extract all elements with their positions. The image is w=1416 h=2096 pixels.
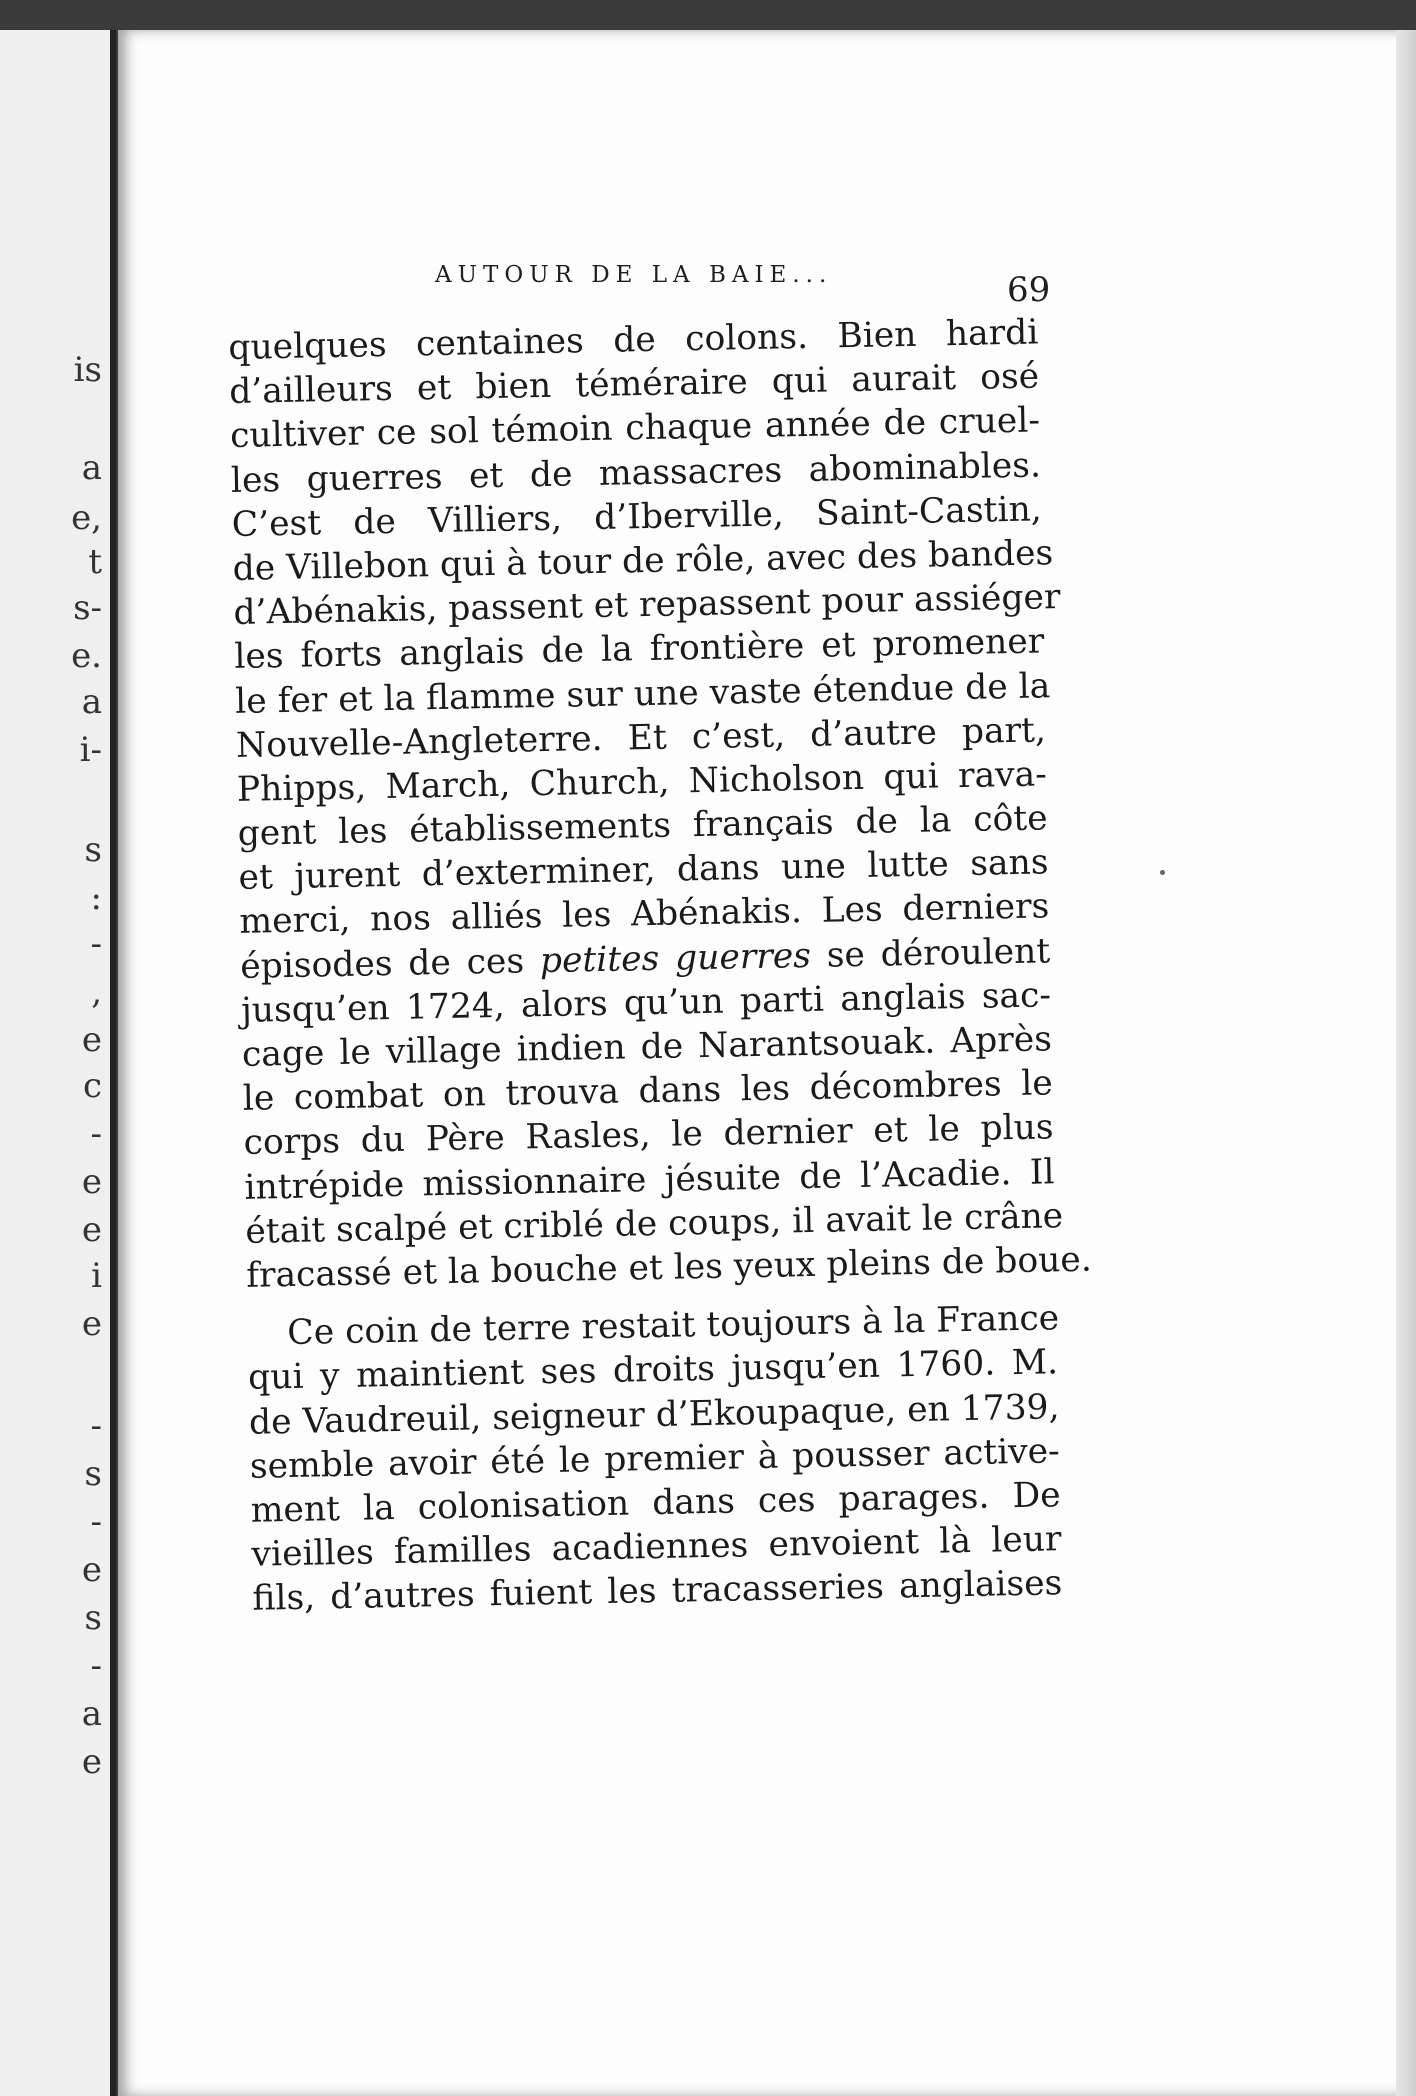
text-line: intrépide missionnaire jésuite de l’Acadie. Il [244,1151,1055,1208]
left-char: a [81,448,102,488]
running-head: AUTOUR DE LA BAIE... [435,262,833,288]
text-line: de Vaudreuil, seigneur d’Ekoupaque, en 1739, [248,1386,1060,1443]
text-line: C’est de Villiers, d’Iberville, Saint-Castin, [231,489,1043,545]
left-char: - [90,1114,102,1154]
left-char: e [81,1304,102,1344]
text-line: et jurent d’exterminer, dans une lutte sans [238,842,1049,899]
text-line: de Villebon qui à tour de rôle, avec des bandes [232,533,1054,589]
left-char: is [73,350,102,390]
left-char: s- [73,588,102,628]
left-char: e, [71,498,102,538]
left-char: i- [79,730,102,770]
left-char: t [88,542,102,582]
left-char: e [81,1742,102,1782]
text-line: qui y maintient ses droits jusqu’en 1760. M. [247,1342,1059,1399]
left-char: i [91,1256,102,1296]
text-line: d’Abénakis, passent et repassent pour assiéger [233,577,1061,634]
text-span: épisodes de ces [239,940,541,987]
left-char: e [81,1162,102,1202]
speck [1160,870,1165,875]
text-line: d’ailleurs et bien téméraire qui aurait osé [228,356,1040,413]
text-line: était scalpé et criblé de coups, il avait le crâne [245,1195,1064,1252]
left-char: s [84,830,102,870]
text-line: le fer et la flamme sur une vaste étendue de la [234,665,1051,722]
italic-phrase: petites guerres [539,935,812,981]
text-line: cage le village indien de Narantsouak. Après [241,1019,1053,1075]
text-line: fracassé et la bouche et les yeux pleins de boue. [245,1239,1093,1296]
left-char: e [81,1550,102,1590]
text-line: fils, d’autres fuient les tracasseries anglaises [252,1563,1063,1620]
text-line: jusqu’en 1724, alors qu’un parti anglais sac- [240,975,1052,1031]
left-page-fragment [0,30,116,2096]
text-line: ment la colonisation dans ces parages. De [250,1475,1061,1531]
text-line: vieilles familles acadiennes envoient là leur [251,1519,1062,1575]
body-text [228,310,1093,1621]
paragraph-1 [228,310,1093,1297]
left-char: : [90,878,102,918]
left-char: a [81,1694,102,1734]
text-line: les guerres et de massacres abominables. [230,444,1042,501]
text-line: gent les établissements français de la côte [237,798,1048,854]
left-char: - [90,1502,102,1542]
left-char: e. [71,636,102,676]
left-char: a [81,682,102,722]
text-line: merci, nos alliés les Abénakis. Les derniers [239,886,1050,943]
text-line: Phipps, March, Church, Nicholson qui rava- [236,754,1048,810]
left-char: e [81,1020,102,1060]
left-char: e [81,1210,102,1250]
text-line: quelques centaines de colons. Bien hardi [228,312,1039,368]
text-line: les forts anglais de la frontière et promener [233,621,1045,678]
left-char: - [90,924,102,964]
left-char: - [90,1406,102,1446]
left-char: - [90,1646,102,1686]
text-line: le combat on trouva dans les décombres le [242,1063,1054,1120]
text-span: se déroulent [810,930,1051,976]
text-line: Nouvelle-Angleterre. Et c’est, d’autre part, [235,710,1047,766]
text-line: cultiver ce sol témoin chaque année de cruel- [229,400,1041,457]
page-number: 69 [1007,270,1051,310]
text-line: Ce coin de terre restait toujours à la France [286,1298,1060,1354]
page-edge [1396,30,1416,2096]
left-char: c [82,1066,102,1106]
text-line: corps du Père Rasles, le dernier et le plus [243,1107,1054,1164]
left-char: , [91,972,102,1012]
left-char: s [84,1598,102,1638]
text-line: semble avoir été le premier à pousser active- [249,1430,1061,1487]
left-char: s [84,1454,102,1494]
paragraph-2 [247,1296,1063,1621]
